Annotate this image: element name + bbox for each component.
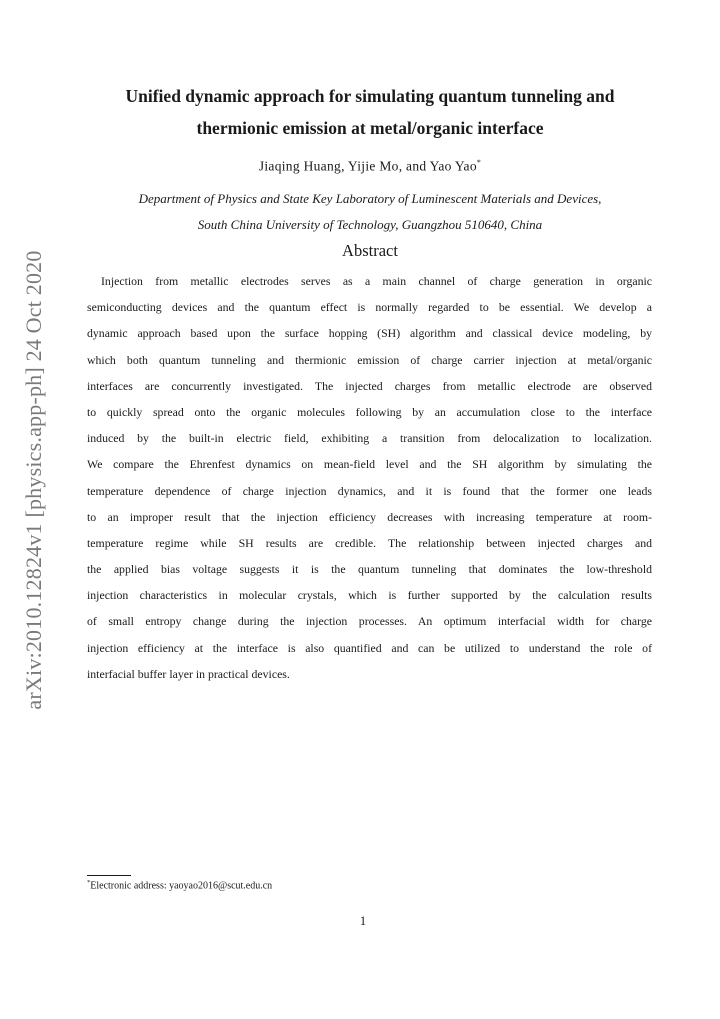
abstract-line: dynamic approach based upon the surface hopping (SH) algorithm and classical device modeling, by [87, 326, 652, 341]
abstract-line: to quickly spread onto the organic molecules following by an accumulation close to the interface [87, 404, 652, 419]
affiliation [60, 186, 680, 238]
abstract-line: the applied bias voltage suggests it is the quantum tunneling that dominates the low-threshold [87, 562, 652, 577]
affiliation-line: Department of Physics and State Key Laboratory of Luminescent Materials and Devices, [138, 191, 602, 206]
author-names: Jiaqing Huang, Yijie Mo, and Yao Yao [258, 158, 477, 174]
abstract-line: injection characteristics in molecular crystals, which is further supported by the calculation results [87, 588, 652, 603]
footnote-rule [87, 875, 131, 876]
abstract-line: Injection from metallic electrodes serves as a main channel of charge generation in organic [101, 274, 652, 288]
footnote-mark: * [87, 879, 91, 886]
arxiv-identifier-stamp: arXiv:2010.12824v1 [physics.app-ph] 24 Oct 2020 [21, 250, 46, 710]
corresponding-author-mark: * [476, 158, 482, 167]
affiliation-line: South China University of Technology, Guangzhou 510640, China [197, 217, 543, 232]
footnote [87, 879, 272, 891]
abstract-line: We compare the Ehrenfest dynamics on mean-field level and the SH algorithm by simulating the [87, 457, 652, 472]
title-line: Unified dynamic approach for simulating quantum tunneling and [125, 86, 615, 106]
abstract-line: of small entropy change during the injection processes. An optimum interfacial width for charge [87, 614, 652, 629]
abstract-line: interfacial buffer layer in practical devices. [87, 666, 290, 681]
abstract-line: interfaces are concurrently investigated. The injected charges from metallic electrode are observed [87, 378, 652, 393]
paper-title [60, 80, 680, 144]
title-line: thermionic emission at metal/organic interface [196, 118, 544, 138]
abstract-line: induced by the built-in electric field, exhibiting a transition from delocalization to localization. [87, 431, 652, 446]
abstract-body [87, 268, 652, 687]
abstract-line: temperature regime while SH results are credible. The relationship between injected charges and [87, 535, 652, 550]
abstract-line: injection efficiency at the interface is also quantified and can be utilized to understand the role of [87, 640, 652, 655]
abstract-line: which both quantum tunneling and thermionic emission of charge carrier injection at metal/organic [87, 352, 652, 367]
abstract-heading: Abstract [342, 241, 398, 260]
abstract-line: semiconducting devices and the quantum effect is normally regarded to be essential. We develop a [87, 300, 652, 315]
author-list [0, 158, 720, 175]
page-number: 1 [359, 914, 367, 928]
footnote-text: Electronic address: yaoyao2016@scut.edu.cn [90, 880, 273, 892]
abstract-line: temperature dependence of charge injection dynamics, and it is found that the former one leads [87, 483, 652, 498]
abstract-line: to an improper result that the injection efficiency decreases with increasing temperature at room- [87, 509, 652, 524]
